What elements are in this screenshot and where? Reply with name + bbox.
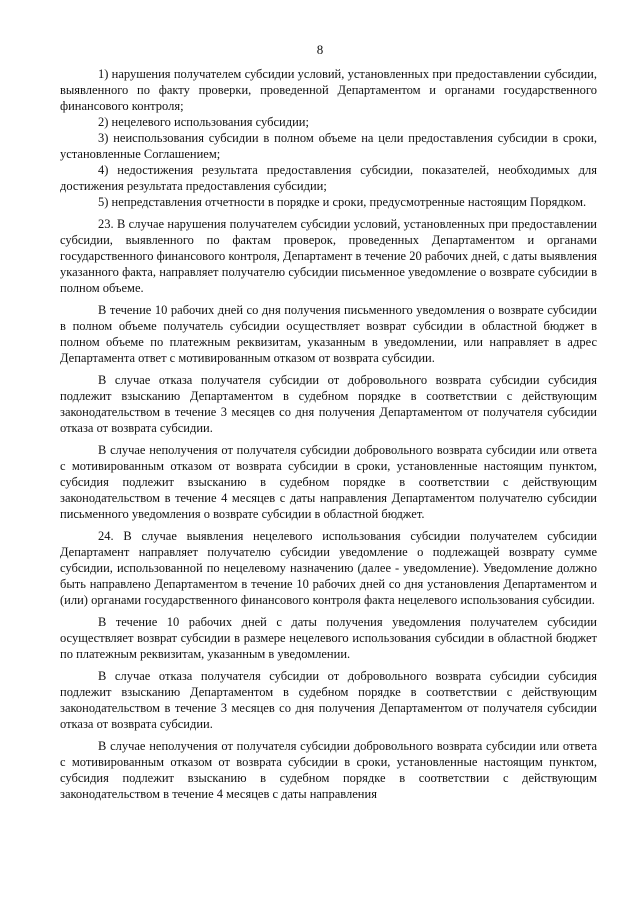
clause-23-paragraph-4: В случае неполучения от получателя субсидии добровольного возврата субсидии или ответа с мотивированным отказом от возврата субсидии в сроки, установленные настоящим пунктом, субсидия подлежит взысканию в судебном порядке в соответствии с действующим законодательством в течение 4 месяцев с даты направления Департаментом получателю субсидии письменного уведомления о возврате субсидии в областной бюджет. [60,443,597,521]
list-item-2: 2) нецелевого использования субсидии; [98,115,309,129]
clause-23: 23. В случае нарушения получателем субсидии условий, установленных при предоставлении субсидии, выявленного по фактам проверок, проведенных Департаментом и органами государственного финансового контроля, Департамент в течение 20 рабочих дней, с даты выявления указанного факта, направляет получателю субсидии письменное уведомление о возврате субсидии в полном объеме. [60,217,597,295]
document-body [60,66,597,802]
clause-24-paragraph-2: В течение 10 рабочих дней с даты получения уведомления получателем субсидии осуществляет возврат субсидии в размере нецелевого использования субсидии в областной бюджет по платежным реквизитам, указанным в уведомлении. [60,615,597,661]
list-item-3: 3) неиспользования субсидии в полном объеме на цели предоставления субсидии в сроки, установленные Соглашением; [60,131,597,161]
list-item-1: 1) нарушения получателем субсидии условий, установленных при предоставлении субсидии, выявленного по факту проверки, проведенной Департаментом и органами государственного финансового контроля; [60,67,597,113]
list-item-5: 5) непредставления отчетности в порядке и сроки, предусмотренные настоящим Порядком. [98,195,587,209]
list-item-4: 4) недостижения результата предоставления субсидии, показателей, необходимых для достижения результата предоставления субсидии; [60,163,597,193]
clause-24: 24. В случае выявления нецелевого использования субсидии получателем субсидии Департамент направляет получателю субсидии уведомление о подлежащей возврату сумме субсидии, использованной по нецелевому назначению (далее - уведомление). Уведомление должно быть направлено Департаментом в течение 10 рабочих дней со дня установления Департаментом и (или) органами государственного финансового контроля факта нецелевого использования субсидии. [60,529,597,607]
clause-23-paragraph-2: В течение 10 рабочих дней со дня получения письменного уведомления о возврате субсидии в полном объеме получатель субсидии осуществляет возврат субсидии в областной бюджет в полном объеме по платежным реквизитам, указанным в уведомлении, или направляет в адрес Департамента ответ с мотивированным отказом от возврата субсидии. [60,303,597,365]
clause-24-paragraph-4: В случае неполучения от получателя субсидии добровольного возврата субсидии или ответа с мотивированным отказом от возврата субсидии в сроки, установленные настоящим пунктом, субсидия подлежит взысканию в судебном порядке в соответствии с действующим законодательством в течение 4 месяцев с даты направления [60,739,597,801]
page-number: 8 [316,42,324,57]
clause-24-paragraph-3: В случае отказа получателя субсидии от добровольного возврата субсидии субсидия подлежит взысканию Департаментом в судебном порядке в соответствии с действующим законодательством в течение 3 месяцев со дня получения Департаментом от получателя субсидии отказа от возврата субсидии. [60,669,597,731]
clause-23-paragraph-3: В случае отказа получателя субсидии от добровольного возврата субсидии субсидия подлежит взысканию Департаментом в судебном порядке в соответствии с действующим законодательством в течение 3 месяцев со дня получения Департаментом от получателя субсидии отказа от возврата субсидии. [60,373,597,435]
